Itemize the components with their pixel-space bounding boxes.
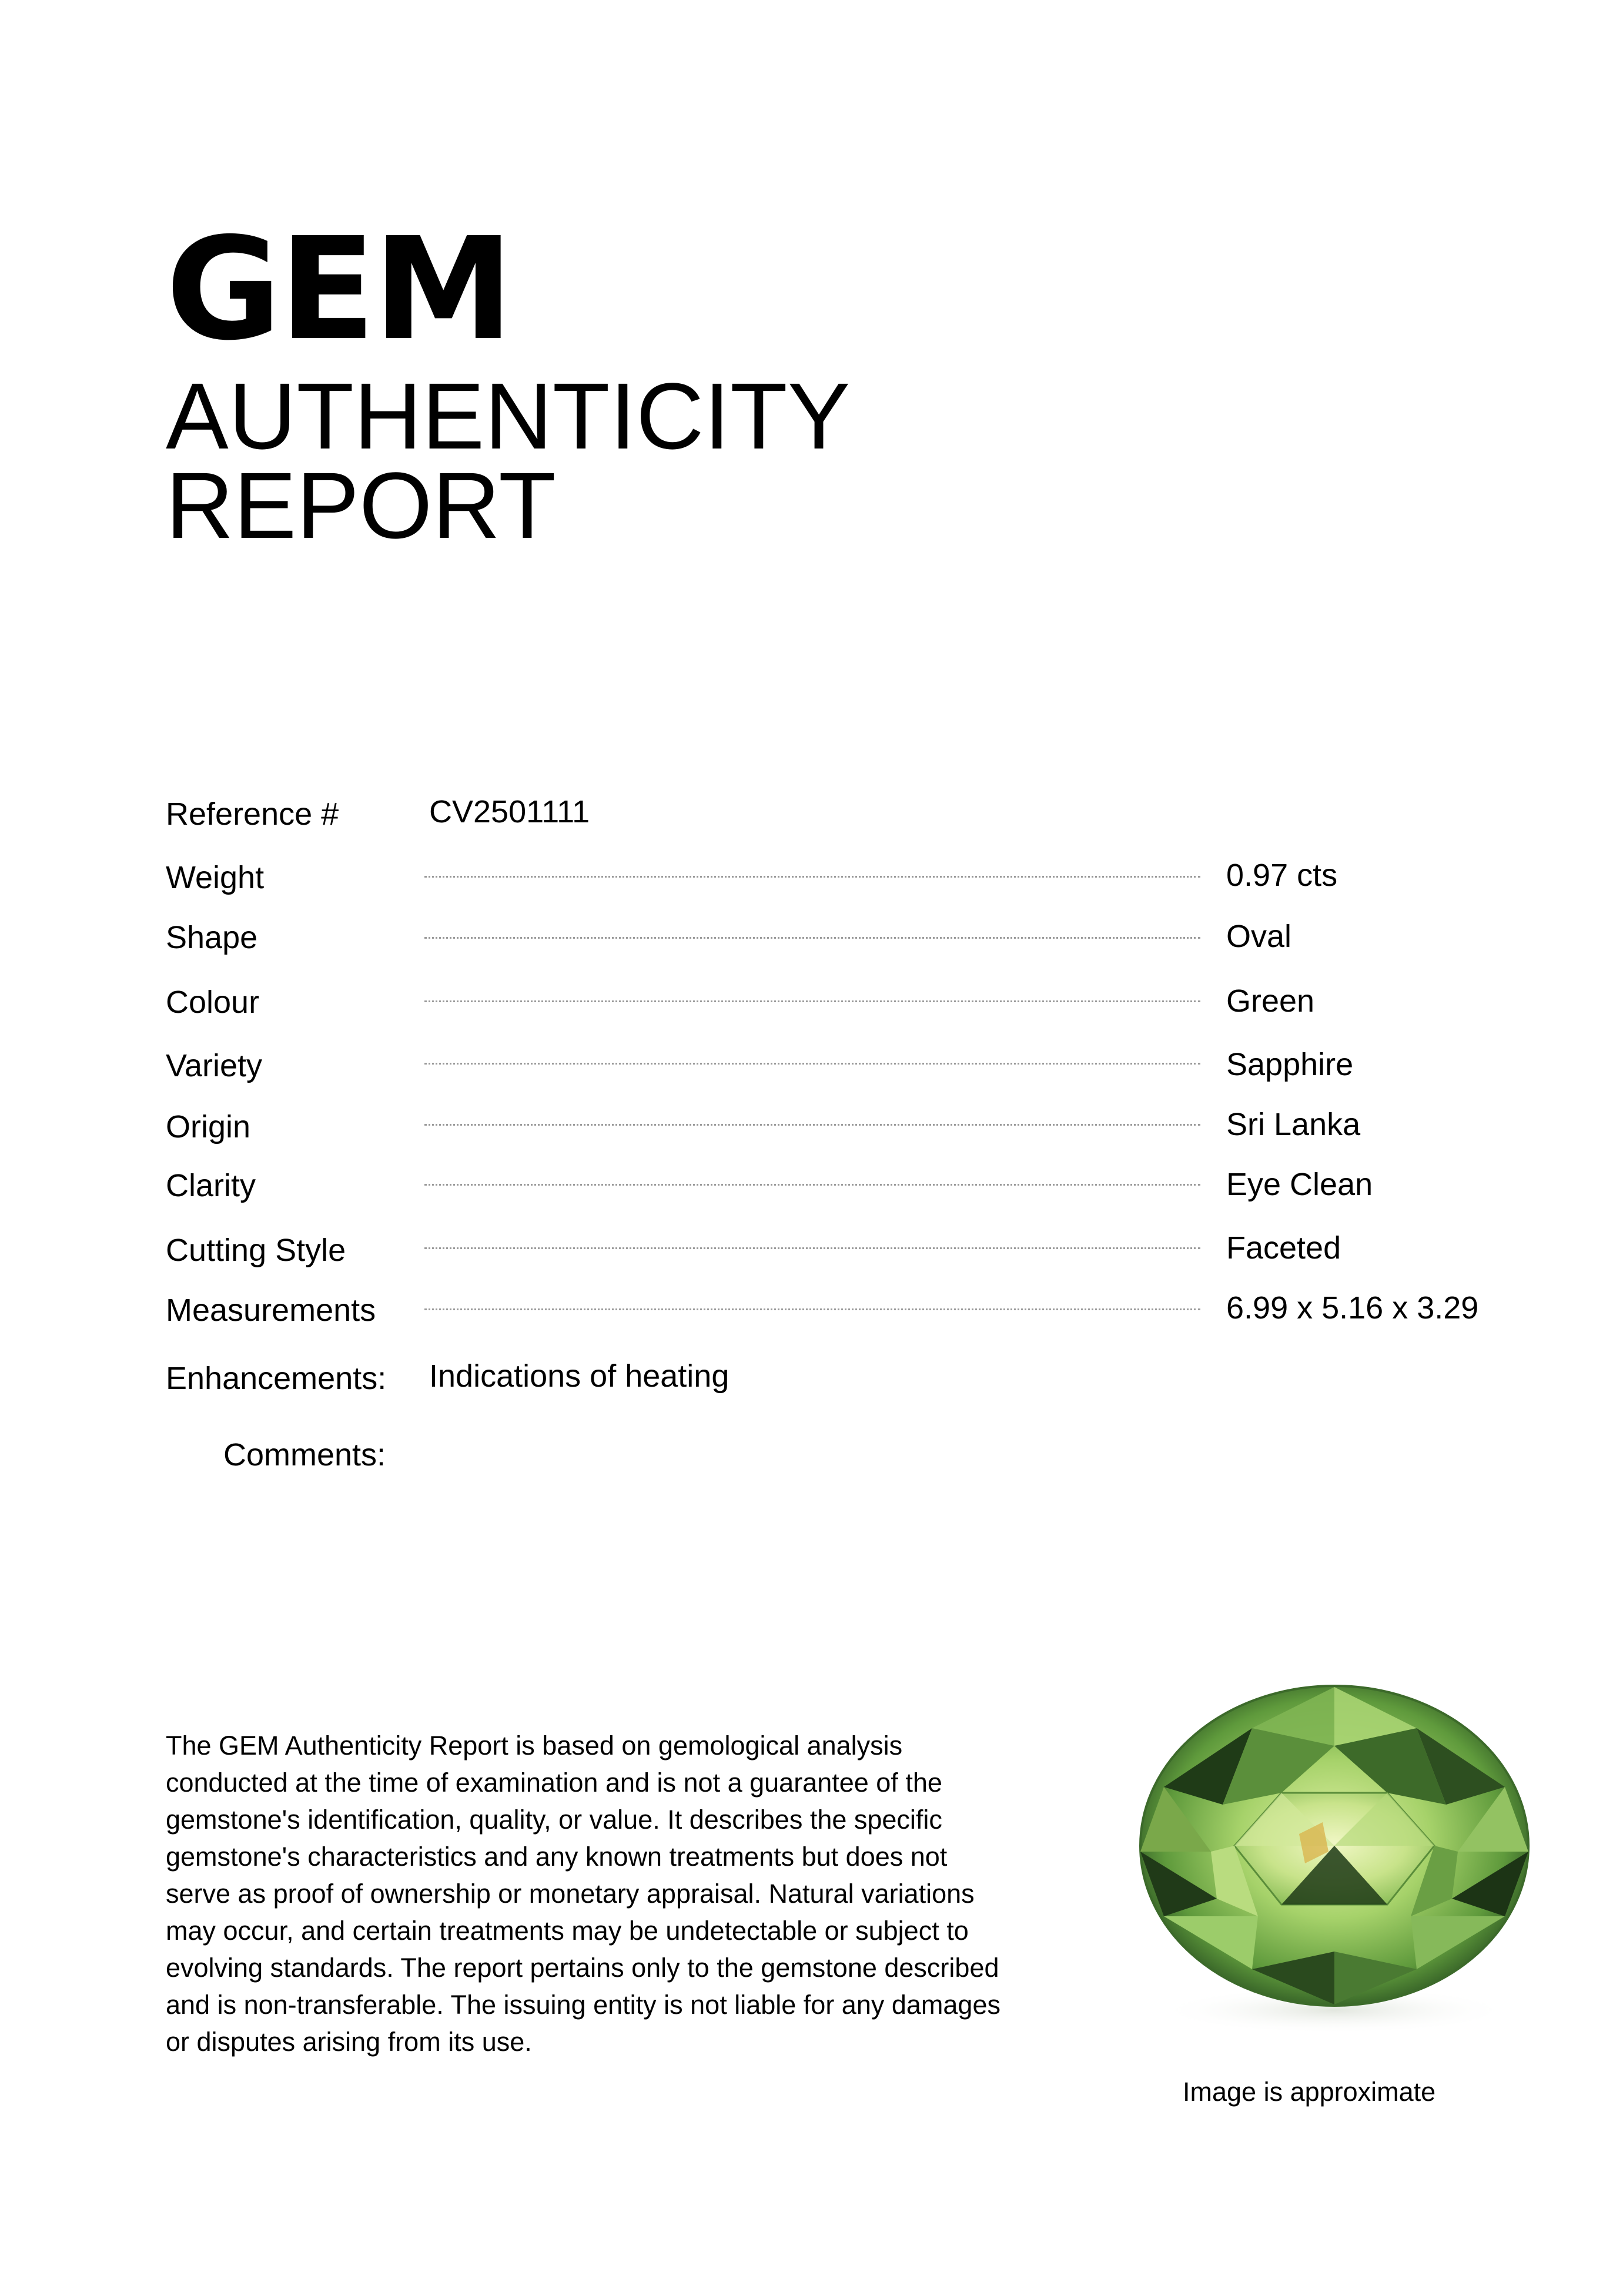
spec-label-clarity: Clarity bbox=[166, 1168, 256, 1203]
report-title-gem: GEM bbox=[166, 207, 511, 371]
comments-label: Comments: bbox=[223, 1437, 386, 1472]
spec-label-colour: Colour bbox=[166, 985, 260, 1020]
spec-label-variety: Variety bbox=[166, 1048, 263, 1083]
enhancements-value: Indications of heating bbox=[429, 1358, 729, 1394]
gemstone-image bbox=[1105, 1658, 1564, 2046]
spec-label-cutting-style: Cutting Style bbox=[166, 1233, 346, 1268]
spec-value-variety: Sapphire bbox=[1226, 1047, 1354, 1082]
spec-value-colour: Green bbox=[1226, 983, 1315, 1019]
spec-value-shape: Oval bbox=[1226, 919, 1292, 954]
image-caption: Image is approximate bbox=[1183, 2077, 1436, 2107]
report-title-report: REPORT bbox=[166, 453, 556, 558]
report-title-authenticity: AUTHENTICITY bbox=[166, 363, 851, 468]
leader-dots bbox=[424, 1308, 1200, 1310]
spec-label-measurements: Measurements bbox=[166, 1293, 376, 1328]
enhancements-label: Enhancements: bbox=[166, 1361, 387, 1396]
spec-value-origin: Sri Lanka bbox=[1226, 1107, 1361, 1142]
leader-dots bbox=[424, 1247, 1200, 1249]
reference-value: CV2501111 bbox=[429, 794, 590, 829]
spec-label-weight: Weight bbox=[166, 860, 265, 895]
spec-value-cutting-style: Faceted bbox=[1226, 1230, 1341, 1266]
spec-value-measurements: 6.99 x 5.16 x 3.29 bbox=[1226, 1290, 1479, 1326]
leader-dots bbox=[424, 1063, 1200, 1065]
leader-dots bbox=[424, 1000, 1200, 1002]
spec-label-shape: Shape bbox=[166, 920, 258, 955]
reference-label: Reference # bbox=[166, 796, 339, 832]
leader-dots bbox=[424, 1184, 1200, 1186]
spec-label-origin: Origin bbox=[166, 1109, 251, 1144]
spec-value-weight: 0.97 cts bbox=[1226, 858, 1338, 893]
disclaimer-text: The GEM Authenticity Report is based on gemological analysis conducted at the time of examination and is not a guarantee of the gemstone's identification, quality, or value. It describes the specific gemstone's characteristics and any known treatments but does not serve as proof of ownership or monetary appraisal. Natural variations may occur, and certain treatments may be undetectable or subject to evolving standards. The report pertains only to the gemstone described and is non-transferable. The issuing entity is not liable for any damages or disputes arising from its use. bbox=[166, 1731, 1000, 2057]
leader-dots bbox=[424, 876, 1200, 878]
spec-value-clarity: Eye Clean bbox=[1226, 1167, 1373, 1202]
leader-dots bbox=[424, 937, 1200, 939]
leader-dots bbox=[424, 1124, 1200, 1126]
